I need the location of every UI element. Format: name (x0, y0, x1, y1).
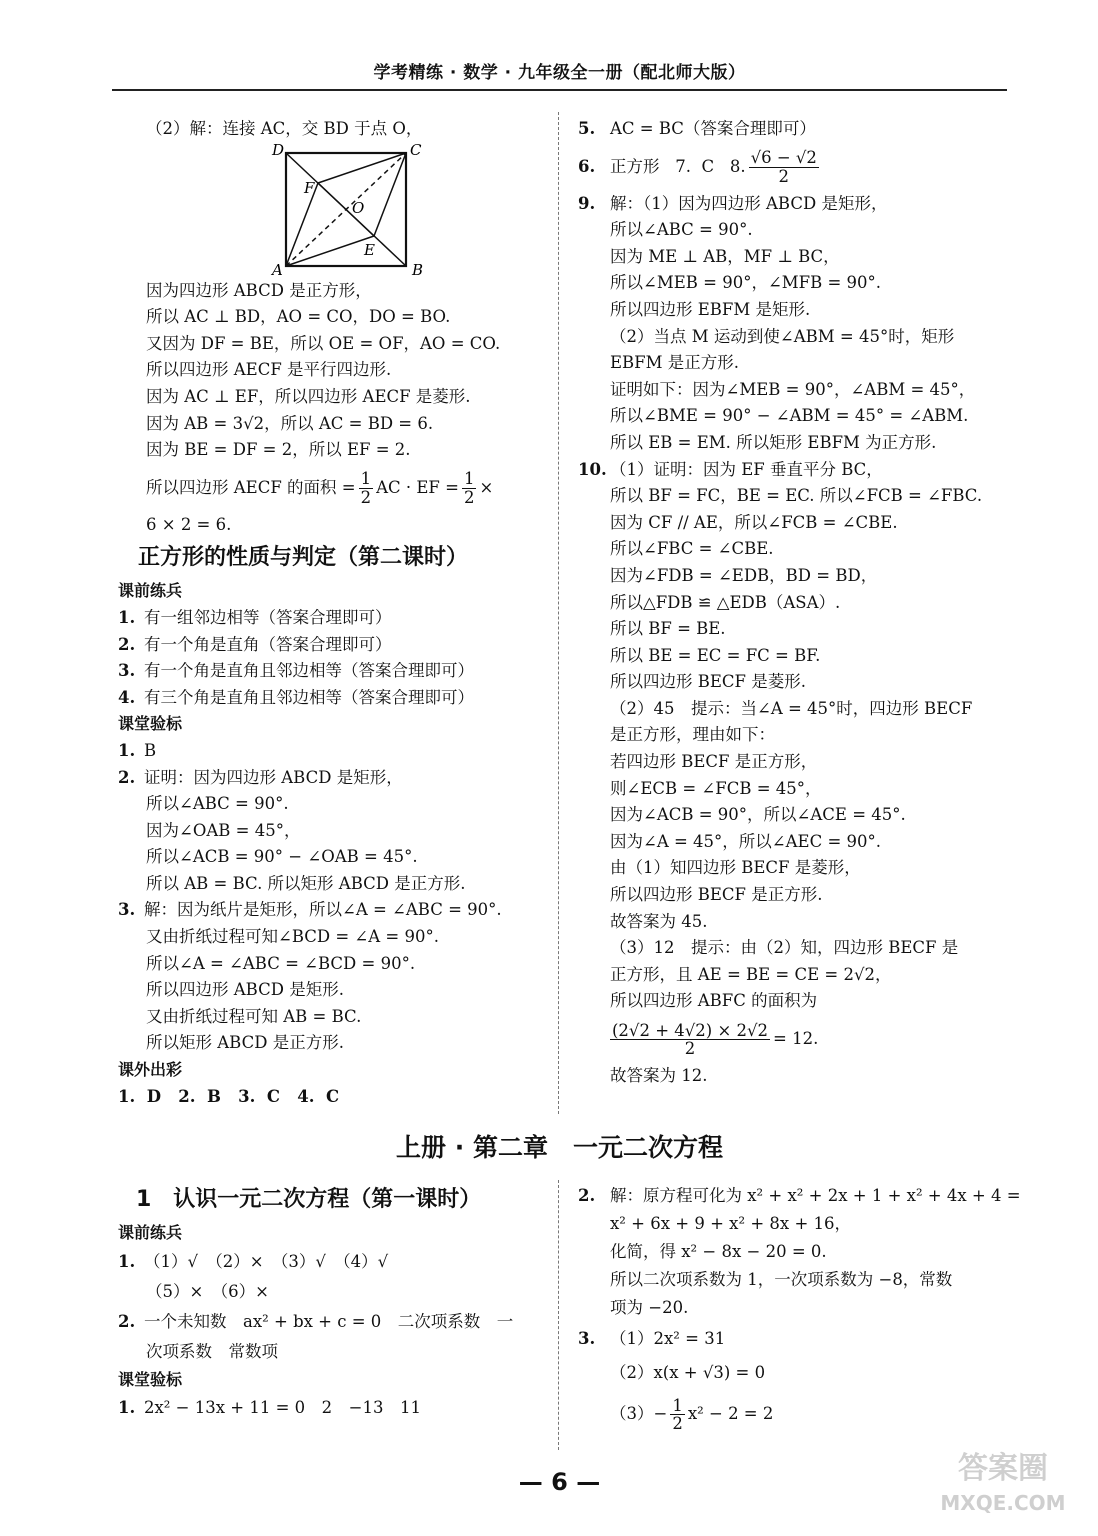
subheading-pre: 课前练兵 (118, 581, 183, 601)
fraction (670, 1397, 685, 1433)
item-text: 解：（1）因为四边形 ABCD 是矩形， (610, 193, 888, 213)
answer-line: 由（1）知四边形 BECF 是菱形， (610, 858, 861, 878)
list-item (578, 1182, 1021, 1210)
answer-line: 因为 CF // AE，所以∠FCB = ∠CBE. (610, 512, 898, 532)
answer-line: 所以四边形 BECF 是正方形. (610, 885, 823, 905)
area-line (118, 464, 548, 512)
item-number: 2. (118, 634, 136, 654)
answer-line: 故答案为 45. (610, 911, 708, 931)
item-number: 4. (118, 687, 136, 707)
item-number: 2. (118, 767, 136, 787)
subheading-out: 课外出彩 (118, 1060, 183, 1080)
answer-line: （5）× （6）× (146, 1281, 269, 1301)
answer-line: 所以△FDB ≌ △EDB（ASA）. (610, 592, 841, 612)
answer-line: 所以 BF = FC，BE = EC. 所以∠FCB = ∠FBC. (610, 486, 983, 506)
answer-line: 因为 ME ⊥ AB，MF ⊥ BC， (610, 246, 840, 266)
label-f: F (304, 178, 315, 197)
page-header: 学考精练 · 数学 · 九年级全一册（配北师大版） (373, 63, 746, 83)
item-number: 3. (118, 900, 136, 920)
label-e: E (364, 240, 375, 259)
chapter-title: 上册 · 第二章 一元二次方程 (396, 1133, 723, 1162)
area-text: × (479, 477, 494, 497)
answer-line: 所以∠MEB = 90°，∠MFB = 90°. (610, 273, 882, 293)
answer-line: 因为∠OAB = 45°， (146, 820, 301, 840)
answer-line: 又由折纸过程可知 AB = BC. (146, 1006, 362, 1026)
right-column (578, 116, 1008, 1090)
item-number: 2. (578, 1186, 596, 1205)
answer-line: 所以矩形 ABCD 是正方形. (146, 1033, 344, 1053)
item-text: 解：因为纸片是矩形，所以∠A = ∠ABC = 90°. (144, 900, 502, 920)
area-formula (578, 1015, 1008, 1063)
item-text: 有一个角是直角且邻边相等（答案合理即可） (144, 661, 474, 681)
out-answers: 1. D 2. B 3. C 4. C (118, 1086, 340, 1106)
answer-line: 证明如下：因为∠MEB = 90°，∠ABM = 45°， (610, 379, 976, 399)
bottom-right-column (578, 1182, 1021, 1438)
list-item (578, 1322, 1008, 1356)
answer-line: （3）12 提示：由（2）知，四边形 BECF 是 (610, 938, 959, 958)
label-d: D (272, 140, 285, 159)
item-text: 解：原方程可化为 x² + x² + 2x + 1 + x² + 4x + 4 = (610, 1186, 1021, 1205)
fraction (610, 1022, 770, 1058)
answer-line: 正方形，且 AE = BE = CE = 2√2， (610, 964, 892, 984)
fraction-denominator: 2 (684, 1039, 696, 1058)
answer-line: （2）当点 M 运动到使∠ABM = 45°时，矩形 (610, 326, 955, 346)
answer-line: 所以 BF = BE. (610, 619, 726, 639)
item-number: 2. (118, 1311, 136, 1331)
fraction (359, 470, 374, 506)
label-a: A (272, 260, 283, 279)
fraction-numerator: √6 − √2 (750, 148, 817, 168)
formula-text: （3）− (610, 1404, 668, 1423)
item-number: 1. (118, 740, 136, 760)
list-item (118, 632, 548, 659)
page-number: — 6 — (518, 1468, 601, 1496)
bottom-left-column (118, 1180, 548, 1423)
list-item (578, 116, 1008, 143)
list-item (118, 658, 548, 685)
watermark-line: MXQE.COM (940, 1491, 1066, 1515)
formula-text: x² − 2 = 2 (687, 1404, 774, 1423)
column-divider-lower (558, 1180, 559, 1450)
fraction-denominator: 2 (360, 487, 372, 507)
square-diagram (272, 140, 424, 279)
area-text: 所以四边形 AECF 的面积 = (146, 477, 356, 497)
answer-line: 所以 EB = EM. 所以矩形 EBFM 为正方形. (610, 432, 937, 452)
formula-result: = 12. (773, 1029, 819, 1048)
item-text: 有三个角是直角且邻边相等（答案合理即可） (144, 687, 474, 707)
answer-line: 所以二次项系数为 1，一次项系数为 −8，常数 (610, 1270, 953, 1289)
fraction (462, 470, 477, 506)
answer-line: 次项系数 常数项 (146, 1341, 278, 1361)
item-number: 3. (578, 1329, 596, 1348)
fraction-numerator: 1 (672, 1395, 683, 1415)
fraction-numerator: 1 (463, 469, 475, 489)
answer-line: 所以∠BME = 90° − ∠ABM = 45° = ∠ABM. (610, 406, 969, 426)
fraction-denominator: 2 (778, 166, 789, 186)
answer-line: 所以∠ABC = 90°. (610, 220, 753, 240)
answer-line: 若四边形 BECF 是正方形， (610, 752, 818, 772)
square-figure (118, 140, 548, 279)
proof-line: 因为 AB = 3√2，所以 AC = BD = 6. (146, 413, 434, 433)
answer-line: 故答案为 12. (610, 1066, 708, 1085)
item-text: B (144, 740, 157, 760)
item-number: 3. (118, 661, 136, 681)
list-item (578, 191, 1008, 218)
item-text: （1）√ （2）× （3）√ （4）√ (144, 1251, 389, 1271)
proof-intro: （2）解：连接 AC，交 BD 于点 O， (146, 119, 423, 138)
subheading-class: 课堂验标 (118, 1369, 183, 1389)
answer-line: （2）45 提示：当∠A = 45°时，四边形 BECF (610, 698, 973, 718)
answer-line: 项为 −20. (610, 1298, 689, 1317)
item-number: 1. (118, 607, 136, 627)
answer-line: （2）x(x + √3) = 0 (610, 1363, 766, 1382)
list-item (578, 457, 1008, 484)
item-text: 正方形 7. C 8. (610, 156, 746, 176)
list-item (118, 897, 548, 924)
area-line-cont: 6 × 2 = 6. (146, 514, 232, 534)
section-title: 正方形的性质与判定（第二课时） (138, 545, 469, 571)
item-number: 9. (578, 193, 596, 213)
item-number: 5. (578, 119, 596, 138)
left-column (118, 116, 548, 1110)
proof-line: 又因为 DF = BE，所以 OE = OF，AO = CO. (146, 333, 501, 353)
label-o: O (352, 198, 365, 217)
answer-line: 所以∠ABC = 90°. (146, 794, 289, 814)
answer-line: 所以 AB = BC. 所以矩形 ABCD 是正方形. (146, 873, 466, 893)
section-title: 1 认识一元二次方程（第一课时） (136, 1187, 482, 1212)
answer-line: 因为∠A = 45°，所以∠AEC = 90°. (610, 831, 882, 851)
proof-line: 所以 AC ⊥ BD，AO = CO，DO = BO. (146, 307, 451, 327)
answer-line: 所以∠A = ∠ABC = ∠BCD = 90°. (146, 953, 416, 973)
item-number: 6. (578, 156, 596, 176)
item-text: 2x² − 13x + 11 = 0 2 −13 11 (144, 1398, 421, 1418)
answer-line: 所以四边形 EBFM 是矩形. (610, 299, 811, 319)
proof-line: 因为 BE = DF = 2，所以 EF = 2. (146, 440, 411, 460)
fraction-numerator: (2√2 + 4√2) × 2√2 (612, 1020, 769, 1040)
item-number: 10. (578, 459, 607, 479)
item-text: （1）证明：因为 EF 垂直平分 BC， (610, 459, 883, 479)
list-item (118, 685, 548, 712)
item-text: 有一组邻边相等（答案合理即可） (144, 607, 392, 627)
header-rule (112, 89, 1007, 91)
answer-line: 因为∠ACB = 90°，所以∠ACE = 45°. (610, 805, 906, 825)
answer-line: 所以四边形 BECF 是菱形. (610, 672, 806, 692)
answer-line: 所以四边形 ABCD 是矩形. (146, 980, 344, 1000)
watermark (928, 1452, 1078, 1522)
answer-line: EBFM 是正方形. (610, 353, 740, 373)
list-item (118, 765, 548, 792)
list-item (118, 1393, 548, 1423)
list-item (578, 143, 1008, 191)
fraction-denominator: 2 (463, 487, 475, 507)
item-text: 一个未知数 ax² + bx + c = 0 二次项系数 一 (144, 1311, 514, 1331)
watermark-line: 答案圈 (958, 1451, 1048, 1486)
answer-line: 是正方形，理由如下： (610, 725, 775, 745)
proof-line: 所以四边形 AECF 是平行四边形. (146, 360, 392, 380)
list-item (118, 605, 548, 632)
fraction-denominator: 2 (672, 1414, 683, 1433)
proof-line: 因为四边形 ABCD 是正方形， (146, 280, 372, 300)
subheading-class: 课堂验标 (118, 714, 183, 734)
item-number: 1. (118, 1398, 136, 1418)
answer-line: 化简，得 x² − 8x − 20 = 0. (610, 1242, 827, 1261)
fraction (749, 149, 819, 185)
answer-line: 所以四边形 ABFC 的面积为 (610, 991, 818, 1011)
answer-line: 又由折纸过程可知∠BCD = ∠A = 90°. (146, 927, 439, 947)
answer-line: 因为∠FDB = ∠EDB，BD = BD， (610, 565, 878, 585)
area-text: AC · EF = (376, 477, 459, 497)
subheading-pre: 课前练兵 (118, 1223, 183, 1242)
answer-line: x² + 6x + 9 + x² + 8x + 16， (610, 1214, 852, 1233)
answer-line: 则∠ECB = ∠FCB = 45°， (610, 778, 822, 798)
answer-line: 所以∠ACB = 90° − ∠OAB = 45°. (146, 847, 418, 867)
label-b: B (412, 260, 424, 279)
fraction-numerator: 1 (360, 469, 372, 489)
answer-line: 所以∠FBC = ∠CBE. (610, 539, 774, 559)
item-text: 有一个角是直角（答案合理即可） (144, 634, 392, 654)
list-item (118, 738, 548, 765)
list-item (118, 1307, 548, 1337)
column-divider (558, 112, 559, 1114)
item-text: （1）2x² = 31 (610, 1329, 726, 1348)
item-text: AC = BC（答案合理即可） (610, 119, 816, 138)
list-item (118, 1247, 548, 1277)
proof-line: 因为 AC ⊥ EF，所以四边形 AECF 是菱形. (146, 386, 471, 406)
item-number: 1. (118, 1251, 136, 1271)
item-text: 证明：因为四边形 ABCD 是矩形， (144, 767, 403, 787)
answer-line: 所以 BE = EC = FC = BF. (610, 645, 821, 665)
answer-line (578, 1390, 1008, 1438)
label-c: C (410, 140, 422, 159)
